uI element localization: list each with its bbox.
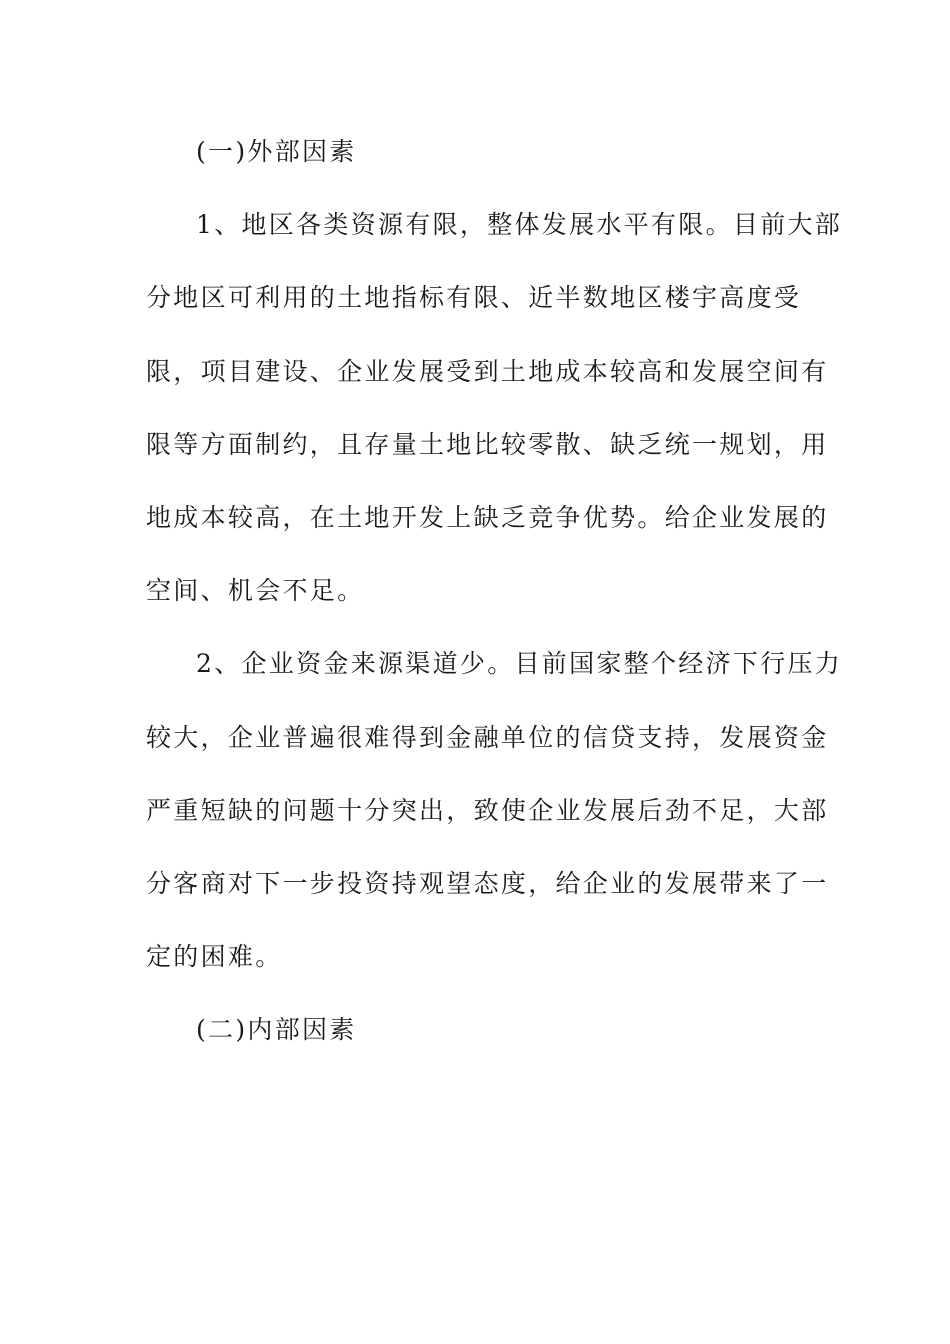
paragraph-line: 较大，企业普遍很难得到金融单位的信贷支持，发展资金 [146, 722, 829, 752]
paragraph-line: 分客商对下一步投资持观望态度，给企业的发展带来了一 [146, 868, 829, 898]
heading-internal-factors: (二)内部因素 [196, 1015, 357, 1045]
paragraph-line: 1、地区各类资源有限，整体发展水平有限。目前大部 [196, 210, 843, 240]
paragraph-line: 2、企业资金来源渠道少。目前国家整个经济下行压力 [196, 649, 843, 679]
document-body [146, 130, 843, 1081]
paragraph-line: 限等方面制约，且存量土地比较零散、缺乏统一规划，用 [146, 429, 829, 459]
paragraph-line: 分地区可利用的土地指标有限、近半数地区楼宇高度受 [146, 283, 802, 313]
heading-external-factors: (一)外部因素 [196, 137, 357, 166]
paragraph-resources [146, 203, 843, 642]
paragraph-line: 定的困难。 [146, 942, 283, 972]
paragraph-line: 空间、机会不足。 [146, 576, 365, 606]
paragraph-funding [146, 642, 843, 1008]
paragraph-line: 严重短缺的问题十分突出，致使企业发展后劲不足，大部 [146, 795, 829, 825]
paragraph-line: 地成本较高，在土地开发上缺乏竞争优势。给企业发展的 [146, 502, 829, 532]
paragraph-line: 限，项目建设、企业发展受到土地成本较高和发展空间有 [146, 356, 829, 386]
